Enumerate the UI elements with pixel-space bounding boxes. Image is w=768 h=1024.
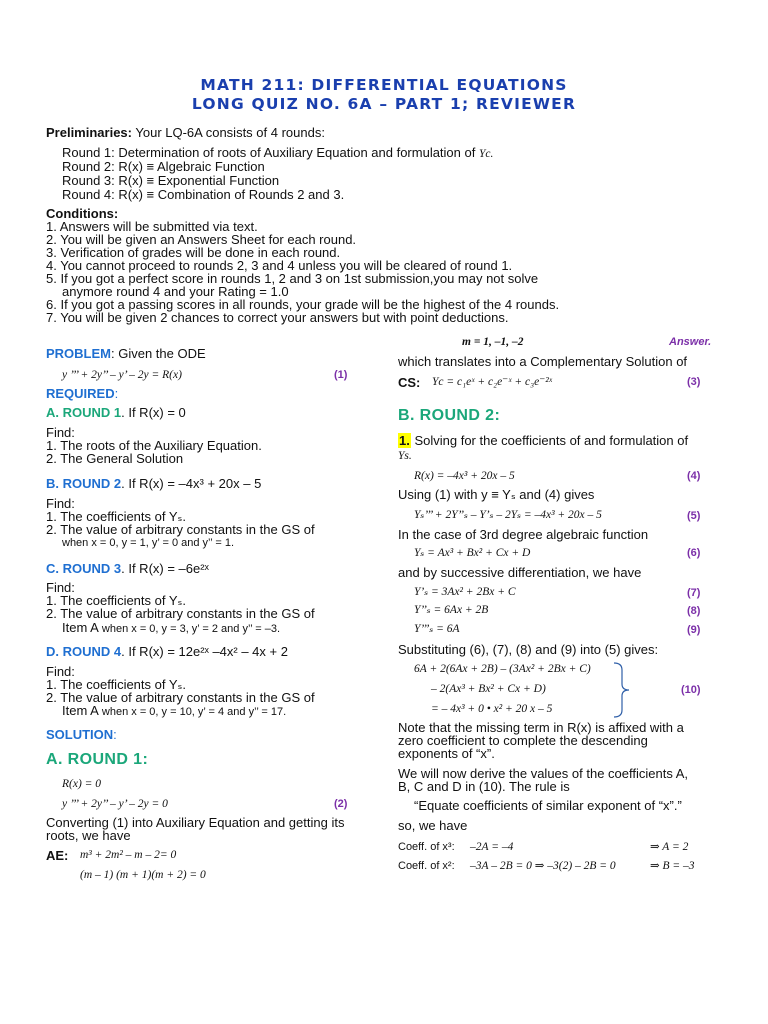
complementary-solution: Yc = c₁eˣ + c₂e⁻ˣ + c₃e⁻²ˣ [432, 376, 552, 388]
right-brace-icon [612, 662, 634, 718]
required-label: REQUIRED [46, 386, 115, 401]
round-c-label: C. ROUND 3 [46, 561, 122, 576]
rule-text: “Equate coefficients of similar exponent of “x”.” [414, 798, 682, 813]
preliminaries-text: Your LQ-6A consists of 4 rounds: [132, 125, 325, 140]
conditions-label: Conditions: [46, 206, 119, 221]
title-line-2: LONG QUIZ NO. 6A – PART 1; REVIEWER [191, 95, 577, 113]
round-c-line [46, 561, 209, 576]
step-1-line [398, 433, 688, 448]
required-line [46, 386, 118, 401]
round-d-label: D. ROUND 4 [46, 644, 122, 659]
substituting-text: Substituting (6), (7), (8) and (9) into (5) gives: [398, 642, 659, 657]
round-c-conditions [62, 620, 280, 637]
equation-number-8: (8) [687, 605, 701, 617]
preliminaries-label: Preliminaries: [46, 125, 132, 140]
ae-label: AE: [46, 848, 69, 863]
round-3-desc: Round 3: R(x) ≡ Exponential Function [62, 173, 280, 188]
condition-5: 5. If you got a perfect score in rounds 1, 2 and 3 on 1st submission,you may not solve [46, 271, 539, 286]
round-d-item-1: 1. The coefficients of Yₛ. [46, 677, 186, 692]
coeff-x3-equation: –2A = –4 [470, 841, 514, 853]
equation-number-5: (5) [687, 510, 701, 522]
round-d-item-2: 2. The value of arbitrary constants in the GS of [46, 690, 315, 705]
ys-symbol: Ys. [398, 450, 412, 462]
equation-r-zero: R(x) = 0 [62, 778, 102, 790]
solution-line [46, 727, 117, 742]
equation-9: Y’’’ₛ = 6A [414, 623, 460, 635]
condition-7: 7. You will be given 2 chances to correct your answers but with point deductions. [46, 310, 509, 325]
coeff-x3-result: ⇒ A = 2 [650, 841, 689, 853]
round-4-desc: Round 4: R(x) ≡ Combination of Rounds 2 and 3. [62, 187, 345, 202]
round-1-heading: A. ROUND 1: [46, 751, 149, 768]
title-line-1: MATH 211: DIFFERENTIAL EQUATIONS [200, 76, 568, 94]
equation-6: Yₛ = Ax³ + Bx² + Cx + D [414, 547, 531, 559]
note-line-1: Note that the missing term in R(x) is affixed with a [398, 720, 684, 735]
problem-line [46, 346, 206, 361]
round-a-item-2: 2. The General Solution [46, 451, 184, 466]
equation-number-1: (1) [334, 369, 348, 381]
required-colon: : [114, 386, 119, 401]
round-b-conditions: when x = 0, y = 1, y’ = 0 and y’’ = 1. [62, 537, 235, 549]
so-we-have: so, we have [398, 818, 468, 833]
problem-text: : Given the ODE [111, 346, 206, 361]
equation-number-7: (7) [687, 587, 701, 599]
solution-label: SOLUTION [46, 727, 114, 742]
round-b-line [46, 476, 261, 491]
note-line-3: exponents of “x”. [398, 746, 495, 761]
round-a-condition: . If R(x) = 0 [121, 405, 186, 420]
equation-10-line-3: = – 4x³ + 0 • x² + 20 x – 5 [431, 703, 553, 715]
condition-5-cont: anymore round 4 and your Rating = 1.0 [62, 284, 289, 299]
coeff-x2-result: ⇒ B = –3 [650, 860, 695, 872]
condition-2: 2. You will be given an Answers Sheet for each round. [46, 232, 357, 247]
equation-7: Y’ₛ = 3Ax² + 2Bx + C [414, 586, 516, 598]
equation-2: y ’’’ + 2y’’ – y’ – 2y = 0 [62, 798, 168, 810]
equation-10-line-2: – 2(Ax³ + Bx² + Cx + D) [431, 683, 546, 695]
condition-3: 3. Verification of grades will be done in each round. [46, 245, 341, 260]
step-1-number: 1. [399, 433, 410, 448]
round-c-when: when x = 0, y = 3, y’ = 2 and y’’ = –3. [98, 623, 281, 635]
converting-line-1: Converting (1) into Auxiliary Equation and getting its [46, 815, 345, 830]
equation-8: Y’’ₛ = 6Ax + 2B [414, 604, 489, 616]
round-b-item-1: 1. The coefficients of Yₛ. [46, 509, 186, 524]
round-c-condition: . If R(x) = –6e²ˣ [121, 561, 209, 576]
round-d-line [46, 644, 288, 659]
equation-10-line-1: 6A + 2(6Ax + 2B) – (3Ax² + 2Bx + C) [414, 663, 591, 675]
case-text: In the case of 3rd degree algebraic function [398, 527, 649, 542]
auxiliary-equation: m³ + 2m² – m – 2= 0 [80, 849, 177, 861]
answer-label: Answer. [669, 336, 712, 348]
round-a-item-1: 1. The roots of the Auxiliary Equation. [46, 438, 262, 453]
equation-number-10: (10) [681, 684, 701, 696]
round-a-label: A. ROUND 1 [46, 405, 122, 420]
translates-text: which translates into a Complementary Solution of [398, 354, 688, 369]
condition-4: 4. You cannot proceed to rounds 2, 3 and 4 unless you will be cleared of round 1. [46, 258, 513, 273]
coeff-x2-label: Coeff. of x²: [398, 860, 455, 872]
round-d-conditions [62, 703, 286, 720]
preliminaries [46, 125, 325, 140]
equation-number-3: (3) [687, 376, 701, 388]
round-c-find: Find: [46, 580, 75, 595]
converting-line-2: roots, we have [46, 828, 131, 843]
ode-equation: y ’’’ + 2y’’ – y’ – 2y = R(x) [62, 369, 182, 381]
round-1-text: Round 1: Determination of roots of Auxiliary Equation and formulation of [62, 145, 479, 160]
successive-text: and by successive differentiation, we have [398, 565, 642, 580]
equation-4: R(x) = –4x³ + 20x – 5 [414, 470, 515, 482]
round-2-desc: Round 2: R(x) ≡ Algebraic Function [62, 159, 265, 174]
coeff-x2-equation: –3A – 2B = 0 ⇒ –3(2) – 2B = 0 [470, 860, 616, 872]
derive-line-2: B, C and D in (10). The rule is [398, 779, 570, 794]
equation-number-2: (2) [334, 798, 348, 810]
round-d-when: when x = 0, y = 10, y’ = 4 and y’’ = 17. [98, 706, 287, 718]
problem-label: PROBLEM [46, 346, 111, 361]
roots-result: m = 1, –1, –2 [462, 336, 524, 348]
round-b-find: Find: [46, 496, 75, 511]
round-c-item-2: 2. The value of arbitrary constants in the GS of [46, 606, 315, 621]
yc-symbol: Yc. [478, 148, 494, 160]
auxiliary-factored: (m – 1) (m + 1)(m + 2) = 0 [80, 869, 206, 881]
equation-number-9: (9) [687, 624, 701, 636]
using-text: Using (1) with y ≡ Yₛ and (4) gives [398, 487, 595, 502]
equation-5: Yₛ’’’ + 2Y’’ₛ – Y’ₛ – 2Yₛ = –4x³ + 20x – 5 [414, 509, 602, 521]
round-d-find: Find: [46, 664, 75, 679]
derive-line-1: We will now derive the values of the coefficients A, [398, 766, 689, 781]
equation-number-6: (6) [687, 547, 701, 559]
round-b-item-2: 2. The value of arbitrary constants in the GS of [46, 522, 315, 537]
round-a-line [46, 405, 186, 420]
round-2-heading: B. ROUND 2: [398, 407, 501, 424]
condition-1: 1. Answers will be submitted via text. [46, 219, 258, 234]
round-a-find: Find: [46, 425, 75, 440]
round-c-item-a: Item A [62, 620, 99, 635]
solution-colon: : [113, 727, 117, 742]
step-1-text: Solving for the coefficients of and formulation of [410, 433, 689, 448]
note-line-2: zero coefficient to complete the descending [398, 733, 648, 748]
round-d-condition: . If R(x) = 12e²ˣ –4x² – 4x + 2 [121, 644, 288, 659]
round-c-item-1: 1. The coefficients of Yₛ. [46, 593, 186, 608]
cs-label: CS: [398, 375, 421, 390]
condition-6: 6. If you got a passing scores in all rounds, your grade will be the highest of the 4 rounds. [46, 297, 560, 312]
round-b-label: B. ROUND 2 [46, 476, 122, 491]
equation-number-4: (4) [687, 470, 701, 482]
coeff-x3-label: Coeff. of x³: [398, 841, 455, 853]
round-b-condition: . If R(x) = –4x³ + 20x – 5 [121, 476, 262, 491]
round-d-item-a: Item A [62, 703, 99, 718]
